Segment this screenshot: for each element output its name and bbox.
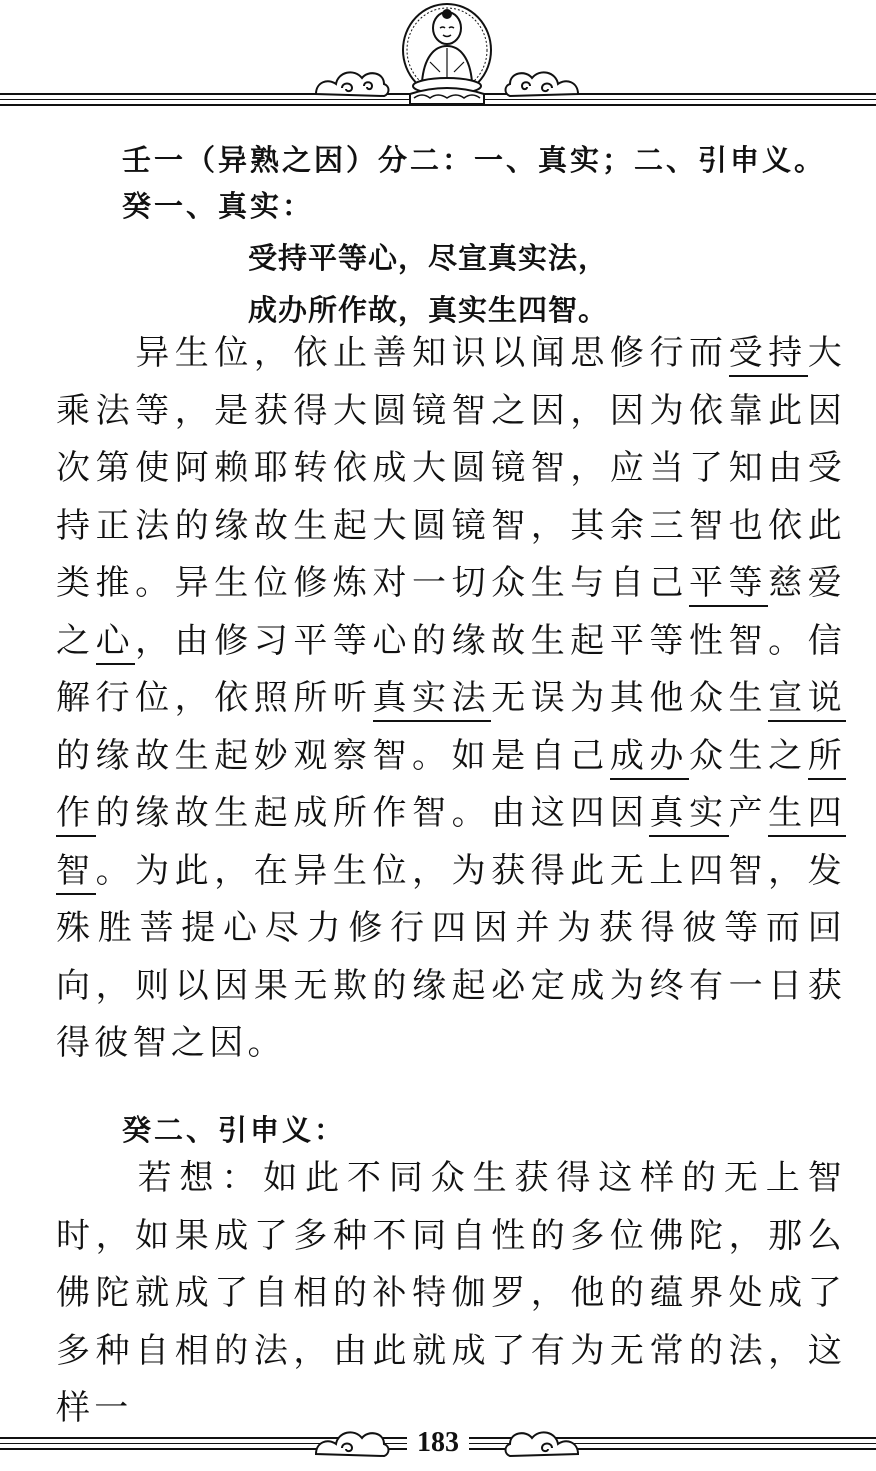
- cloud-ornament-icon: [502, 64, 582, 100]
- underlined-term: 真实法: [373, 678, 492, 722]
- commentary-paragraph: 若想：如此不同众生获得这样的无上智时，如果成了多种不同自性的多位佛陀，那么佛陀就成了自相的补特伽罗，他的蕴界处成了多种自相的法，由此就成了有为无常的法，这样一: [56, 1158, 846, 1428]
- underlined-term: 宣说: [768, 678, 846, 722]
- subsection-heading: 癸一、真实：: [122, 189, 315, 223]
- underlined-term: 生四智: [56, 793, 846, 895]
- page-number: 183: [0, 1427, 876, 1459]
- verse-line: 成办所作故，真实生四智。: [248, 293, 609, 327]
- verse-line: 受持平等心，尽宣真实法，: [248, 241, 609, 275]
- underlined-term: 所作: [56, 736, 846, 838]
- cloud-ornament-icon: [312, 64, 392, 100]
- buddha-icon: [400, 2, 494, 108]
- page-header-ornament: [0, 0, 876, 115]
- underlined-term: 真实: [649, 793, 728, 837]
- underlined-term: 平等: [689, 563, 768, 607]
- subsection-heading: 癸二、引申义：: [122, 1113, 347, 1147]
- underlined-term: 受持: [729, 333, 808, 377]
- underlined-term: 成办: [610, 736, 689, 780]
- section-heading: 壬一（异熟之因）分二：一、真实；二、引申义。: [122, 143, 827, 177]
- underlined-term: 心: [96, 621, 136, 665]
- commentary-paragraph: 异生位，依止善知识以闻思修行而受持大乘法等，是获得大圆镜智之因，因为依靠此因次第使阿赖耶转依成大圆镜智，应当了知由受持正法的缘故生起大圆镜智，其余三智也依此类推。异生位修炼对一切众生与自己平等慈爱之心，由修习平等心的缘故生起平等性智。信解行位，依照所听真实法无误为其他众生宣说的缘故生起妙观察智。如是自己成办众生之所作的缘故生起成所作智。由这四因真实产生四智。为此，在异生位，为获得此无上四智，发殊胜菩提心尽力修行四因并为获得彼等而回向，则以因果无欺的缘起必定成为终有一日获得彼智之因。: [56, 333, 846, 1063]
